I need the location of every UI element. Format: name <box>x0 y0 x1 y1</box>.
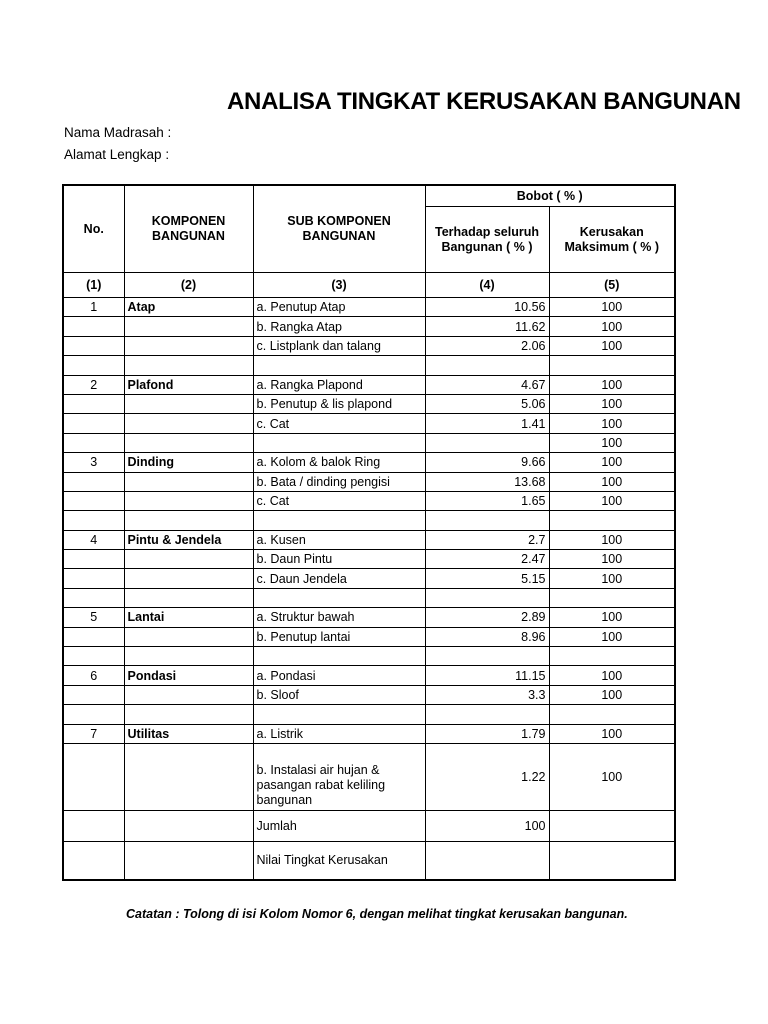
row-komponen-cell <box>124 356 253 375</box>
row-komponen-cell <box>124 433 253 452</box>
row-bobot-cell <box>425 433 549 452</box>
row-bobot-cell: 5.15 <box>425 569 549 588</box>
jumlah-row <box>63 810 675 841</box>
row-komponen-cell <box>124 491 253 510</box>
row-maksimum-cell: 100 <box>549 491 675 510</box>
row-bobot-cell: 1.22 <box>425 743 549 810</box>
row-sub-komponen-cell: a. Kusen <box>253 530 425 549</box>
row-no-cell <box>63 336 124 355</box>
row-maksimum-cell: 100 <box>549 685 675 704</box>
table-row <box>63 356 675 375</box>
row-no-cell: 3 <box>63 453 124 472</box>
table-row <box>63 298 675 317</box>
row-sub-komponen-cell: b. Rangka Atap <box>253 317 425 336</box>
table-row <box>63 705 675 724</box>
row-sub-komponen-cell: b. Bata / dinding pengisi <box>253 472 425 491</box>
row-maksimum-cell: 100 <box>549 317 675 336</box>
row-no-cell <box>63 841 124 880</box>
header-bobot: Bobot ( % ) <box>425 185 675 207</box>
row-komponen-cell: Lantai <box>124 608 253 627</box>
table-row <box>63 588 675 607</box>
row-no-cell <box>63 550 124 569</box>
row-sub-komponen-cell: a. Struktur bawah <box>253 608 425 627</box>
row-maksimum-cell: 100 <box>549 414 675 433</box>
row-sub-komponen-cell <box>253 705 425 724</box>
row-maksimum-cell: 100 <box>549 550 675 569</box>
row-komponen-cell <box>124 627 253 646</box>
row-no-cell <box>63 511 124 530</box>
row-komponen-cell <box>124 511 253 530</box>
row-sub-komponen-cell: b. Penutup lantai <box>253 627 425 646</box>
row-no-cell <box>63 414 124 433</box>
row-no-cell <box>63 433 124 452</box>
nilai-row <box>63 841 675 880</box>
row-maksimum-cell: 100 <box>549 530 675 549</box>
row-maksimum-cell: 100 <box>549 569 675 588</box>
table-row <box>63 317 675 336</box>
row-no-cell <box>63 705 124 724</box>
catatan-note: Catatan : Tolong di isi Kolom Nomor 6, dengan melihat tingkat kerusakan bangunan. <box>126 907 628 921</box>
row-maksimum-cell: 100 <box>549 724 675 743</box>
row-bobot-cell: 2.06 <box>425 336 549 355</box>
row-komponen-cell <box>124 550 253 569</box>
row-no-cell <box>63 627 124 646</box>
nilai-label: Nilai Tingkat Kerusakan <box>253 841 425 880</box>
column-number-3: (3) <box>253 273 425 298</box>
row-komponen-cell <box>124 588 253 607</box>
page-title: ANALISA TINGKAT KERUSAKAN BANGUNAN <box>227 88 741 115</box>
row-sub-komponen-cell: a. Rangka Plapond <box>253 375 425 394</box>
row-no-cell <box>63 743 124 810</box>
alamat-lengkap-label: Alamat Lengkap : <box>64 147 170 162</box>
row-bobot-cell: 2.47 <box>425 550 549 569</box>
row-maksimum-cell: 100 <box>549 298 675 317</box>
row-komponen-cell <box>124 336 253 355</box>
row-no-cell: 4 <box>63 530 124 549</box>
row-komponen-cell <box>124 414 253 433</box>
row-bobot-cell <box>425 511 549 530</box>
row-komponen-cell: Atap <box>124 298 253 317</box>
table-row <box>63 647 675 666</box>
nilai-value-cell[interactable] <box>425 841 549 880</box>
row-komponen-cell: Plafond <box>124 375 253 394</box>
column-number-4: (4) <box>425 273 549 298</box>
row-maksimum-cell <box>549 705 675 724</box>
row-no-cell: 5 <box>63 608 124 627</box>
row-sub-komponen-cell: a. Kolom & balok Ring <box>253 453 425 472</box>
header-terhadap-seluruh: Terhadap seluruh Bangunan ( % ) <box>425 207 549 273</box>
row-no-cell <box>63 588 124 607</box>
row-no-cell <box>63 472 124 491</box>
table-row <box>63 414 675 433</box>
table-row <box>63 724 675 743</box>
row-no-cell <box>63 491 124 510</box>
row-komponen-cell <box>124 743 253 810</box>
row-no-cell: 6 <box>63 666 124 685</box>
row-komponen-cell <box>124 647 253 666</box>
row-komponen-cell <box>124 394 253 413</box>
table-row <box>63 666 675 685</box>
row-komponen-cell: Utilitas <box>124 724 253 743</box>
table-row <box>63 569 675 588</box>
row-sub-komponen-cell: b. Sloof <box>253 685 425 704</box>
table-body <box>63 298 675 744</box>
row-sub-komponen-cell: c. Cat <box>253 414 425 433</box>
nama-madrasah-label: Nama Madrasah : <box>64 125 172 140</box>
row-maksimum-cell <box>549 810 675 841</box>
row-sub-komponen-cell: c. Daun Jendela <box>253 569 425 588</box>
row-komponen-cell <box>124 317 253 336</box>
row-maksimum-cell: 100 <box>549 453 675 472</box>
row-bobot-cell: 3.3 <box>425 685 549 704</box>
row-sub-komponen-cell <box>253 511 425 530</box>
row-bobot-cell: 1.79 <box>425 724 549 743</box>
row-bobot-cell <box>425 356 549 375</box>
row-komponen-cell <box>124 705 253 724</box>
header-kerusakan-maksimum: Kerusakan Maksimum ( % ) <box>549 207 675 273</box>
row-komponen-cell: Dinding <box>124 453 253 472</box>
jumlah-label: Jumlah <box>253 810 425 841</box>
row-bobot-cell: 1.41 <box>425 414 549 433</box>
table-row <box>63 453 675 472</box>
row-komponen-cell <box>124 810 253 841</box>
row-maksimum-cell: 100 <box>549 608 675 627</box>
row-maksimum-cell: 100 <box>549 472 675 491</box>
row-maksimum-cell <box>549 841 675 880</box>
damage-analysis-table-container <box>62 184 674 881</box>
row-komponen-cell: Pintu & Jendela <box>124 530 253 549</box>
row-sub-komponen-cell: b. Instalasi air hujan & pasangan rabat keliling bangunan <box>253 743 425 810</box>
row-sub-komponen-cell: a. Listrik <box>253 724 425 743</box>
row-sub-komponen-cell <box>253 588 425 607</box>
row-sub-komponen-cell: a. Penutup Atap <box>253 298 425 317</box>
row-bobot-cell: 11.15 <box>425 666 549 685</box>
row-komponen-cell <box>124 569 253 588</box>
row-sub-komponen-cell <box>253 433 425 452</box>
row-sub-komponen-cell <box>253 356 425 375</box>
row-no-cell <box>63 569 124 588</box>
row-sub-komponen-cell <box>253 647 425 666</box>
row-sub-komponen-cell: c. Cat <box>253 491 425 510</box>
column-number-5: (5) <box>549 273 675 298</box>
row-maksimum-cell: 100 <box>549 336 675 355</box>
jumlah-value: 100 <box>425 810 549 841</box>
table-row <box>63 491 675 510</box>
table-row <box>63 375 675 394</box>
header-sub-komponen: SUB KOMPONEN BANGUNAN <box>253 185 425 273</box>
header-no: No. <box>63 185 124 273</box>
row-maksimum-cell: 100 <box>549 375 675 394</box>
row-sub-komponen-cell: c. Listplank dan talang <box>253 336 425 355</box>
row-bobot-cell <box>425 647 549 666</box>
table-row <box>63 743 675 810</box>
header-komponen: KOMPONEN BANGUNAN <box>124 185 253 273</box>
table-row <box>63 472 675 491</box>
row-bobot-cell: 11.62 <box>425 317 549 336</box>
row-maksimum-cell <box>549 588 675 607</box>
row-maksimum-cell: 100 <box>549 433 675 452</box>
table-row <box>63 530 675 549</box>
row-maksimum-cell: 100 <box>549 394 675 413</box>
row-maksimum-cell: 100 <box>549 627 675 646</box>
row-bobot-cell: 2.89 <box>425 608 549 627</box>
row-bobot-cell <box>425 705 549 724</box>
row-no-cell: 7 <box>63 724 124 743</box>
row-no-cell <box>63 685 124 704</box>
row-bobot-cell: 1.65 <box>425 491 549 510</box>
row-maksimum-cell <box>549 511 675 530</box>
table-row <box>63 550 675 569</box>
table-row <box>63 336 675 355</box>
damage-analysis-table <box>62 184 676 881</box>
row-no-cell: 2 <box>63 375 124 394</box>
table-row <box>63 608 675 627</box>
row-bobot-cell: 5.06 <box>425 394 549 413</box>
table-row <box>63 433 675 452</box>
row-no-cell <box>63 647 124 666</box>
row-bobot-cell: 13.68 <box>425 472 549 491</box>
row-komponen-cell <box>124 841 253 880</box>
row-komponen-cell <box>124 472 253 491</box>
row-sub-komponen-cell: b. Penutup & lis plapond <box>253 394 425 413</box>
row-no-cell: 1 <box>63 298 124 317</box>
row-bobot-cell: 10.56 <box>425 298 549 317</box>
row-maksimum-cell <box>549 356 675 375</box>
row-sub-komponen-cell: b. Daun Pintu <box>253 550 425 569</box>
row-bobot-cell <box>425 588 549 607</box>
row-komponen-cell <box>124 685 253 704</box>
row-no-cell <box>63 394 124 413</box>
row-bobot-cell: 9.66 <box>425 453 549 472</box>
table-row <box>63 511 675 530</box>
row-bobot-cell: 4.67 <box>425 375 549 394</box>
row-komponen-cell: Pondasi <box>124 666 253 685</box>
row-no-cell <box>63 356 124 375</box>
column-number-1: (1) <box>63 273 124 298</box>
table-row <box>63 685 675 704</box>
row-sub-komponen-cell: a. Pondasi <box>253 666 425 685</box>
row-maksimum-cell <box>549 647 675 666</box>
row-bobot-cell: 8.96 <box>425 627 549 646</box>
row-bobot-cell: 2.7 <box>425 530 549 549</box>
table-row <box>63 394 675 413</box>
row-maksimum-cell: 100 <box>549 743 675 810</box>
row-maksimum-cell: 100 <box>549 666 675 685</box>
row-no-cell <box>63 810 124 841</box>
column-number-2: (2) <box>124 273 253 298</box>
row-no-cell <box>63 317 124 336</box>
table-row <box>63 627 675 646</box>
